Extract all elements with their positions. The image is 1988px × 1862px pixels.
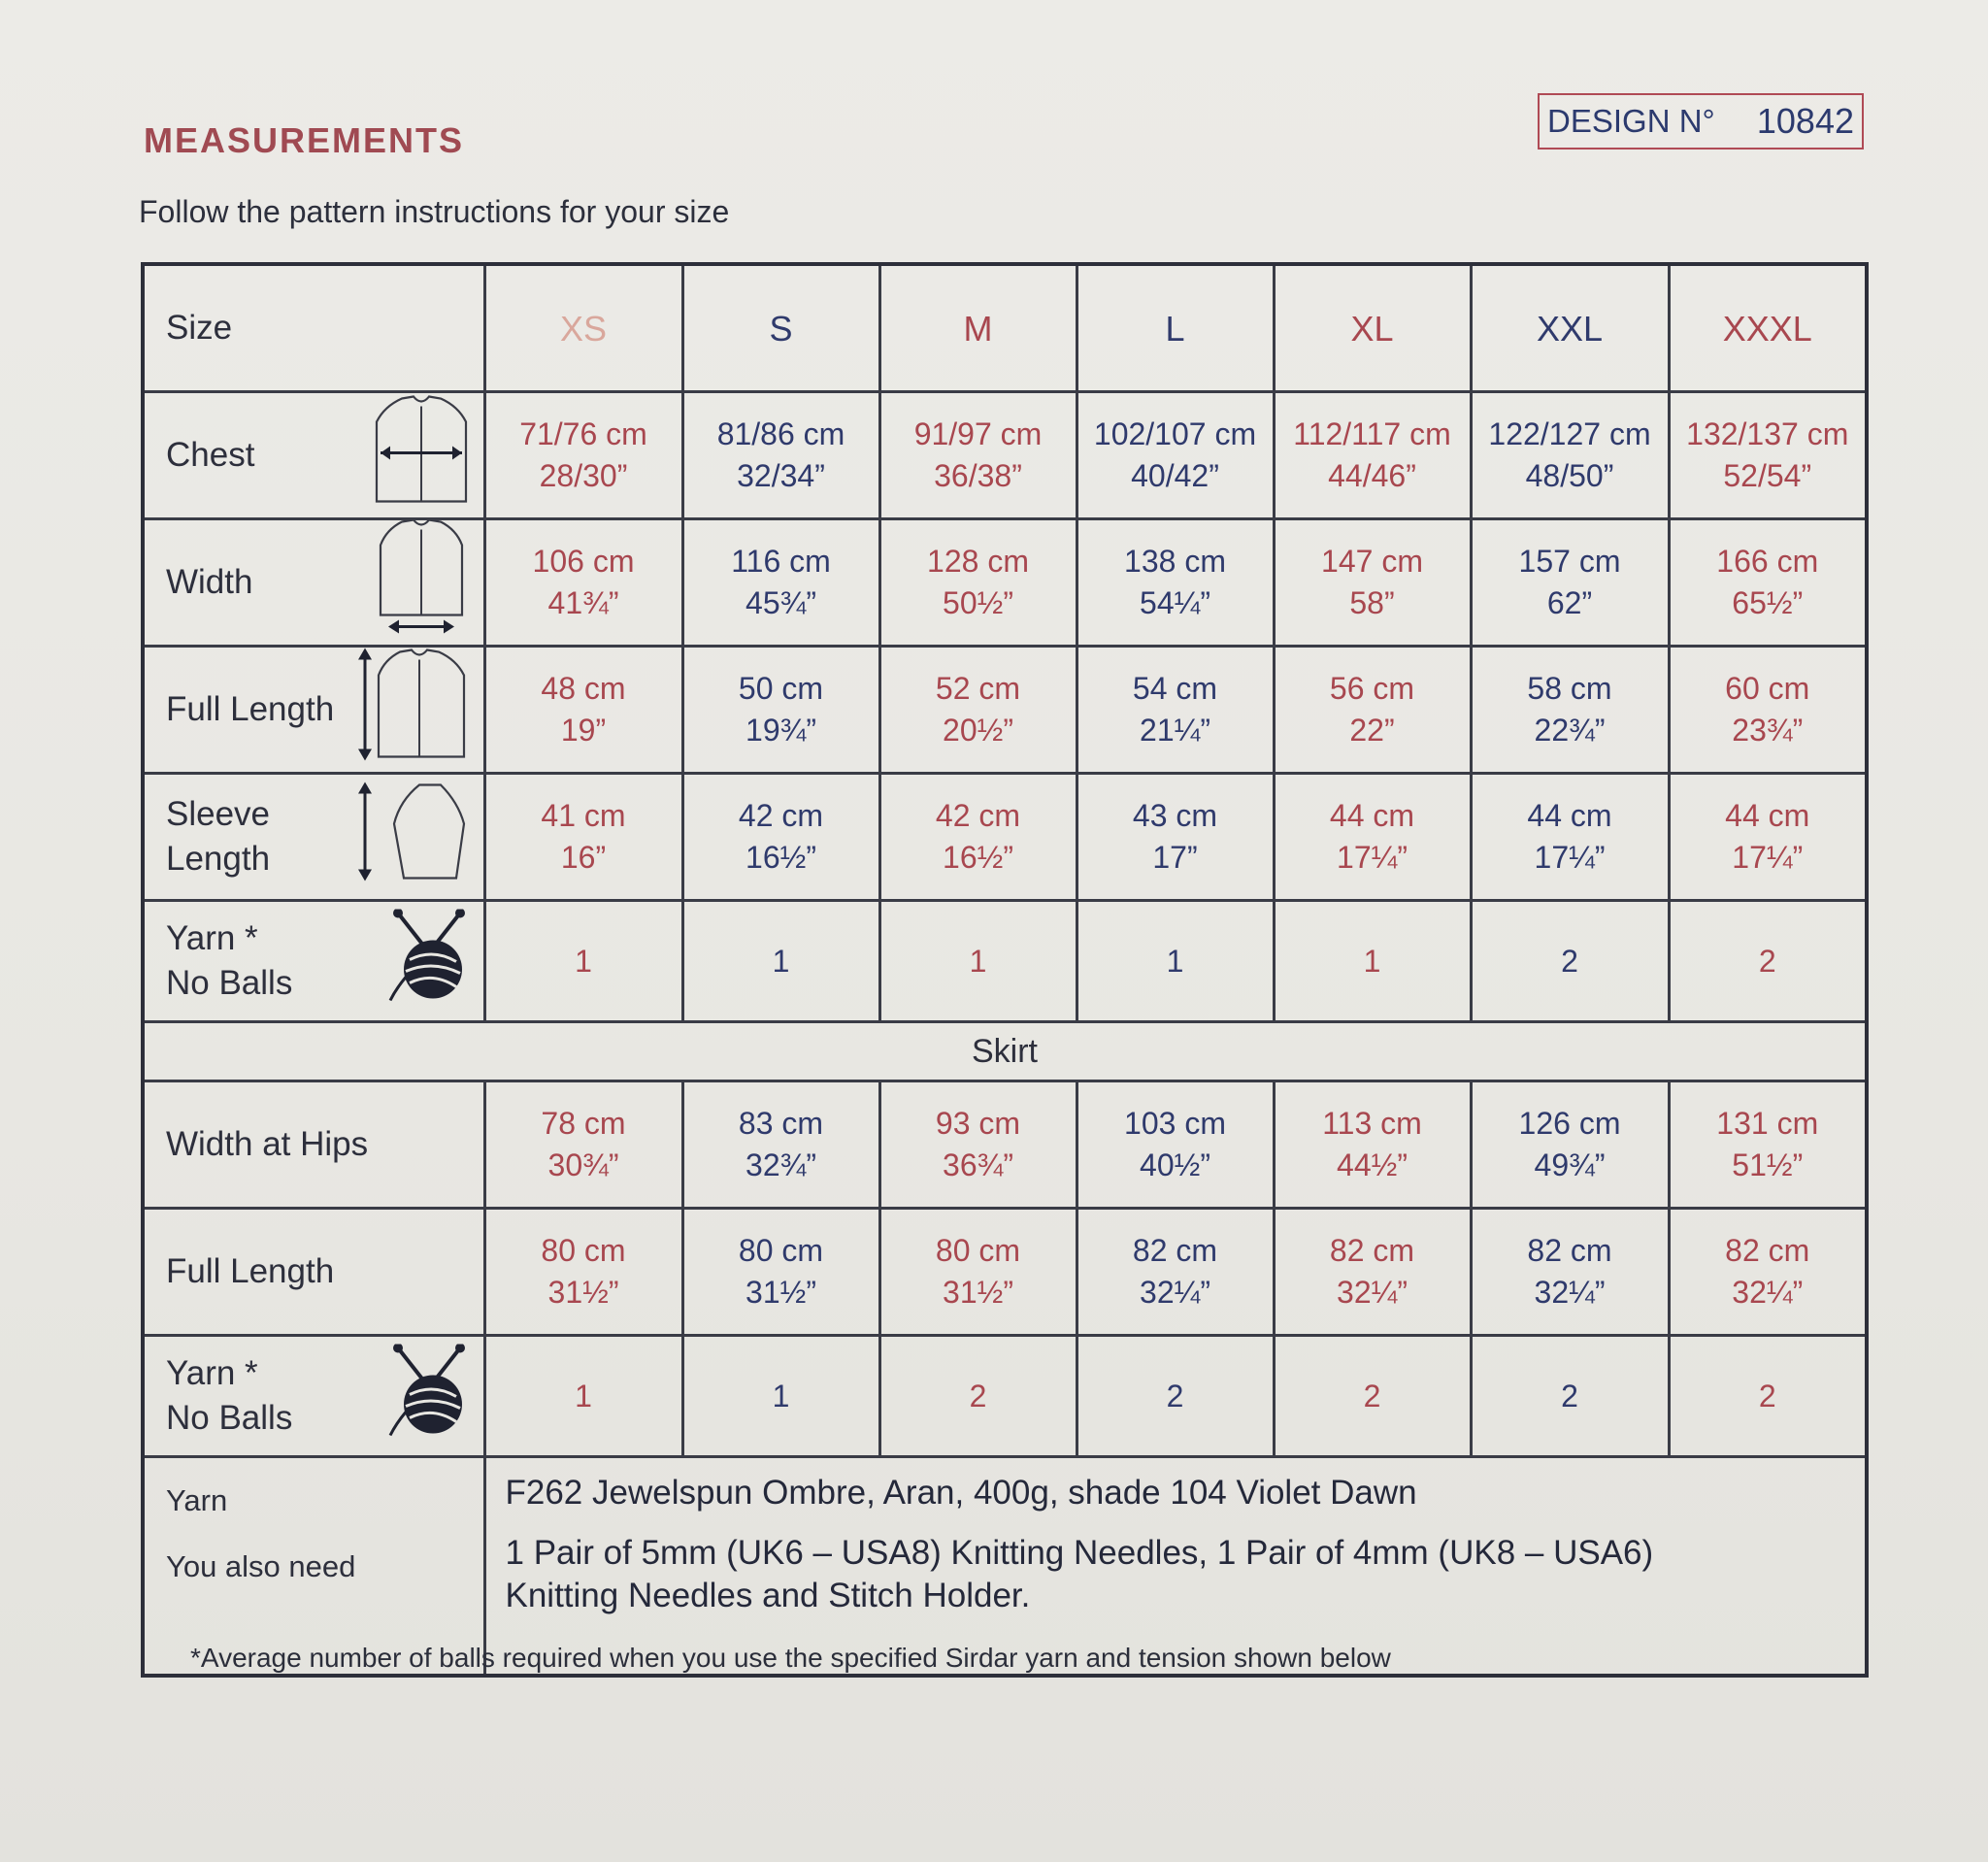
chest-xl	[1274, 392, 1471, 519]
yarn-xs: 1	[484, 901, 682, 1022]
inch-value: 44½”	[1337, 1147, 1408, 1182]
cm-value: 41 cm	[541, 798, 626, 833]
inch-value: 65½”	[1732, 585, 1804, 620]
inch-value: 21¼”	[1140, 713, 1210, 748]
inch-value: 32¾”	[746, 1147, 816, 1182]
hips-xs	[484, 1081, 682, 1209]
cm-value: 131 cm	[1716, 1106, 1819, 1141]
cm-value: 44 cm	[1725, 798, 1810, 833]
cm-value: 48 cm	[541, 671, 626, 706]
cm-value: 43 cm	[1132, 798, 1218, 833]
yarn-label-line-1: Yarn *	[166, 919, 258, 957]
design-label: DESIGN N°	[1547, 103, 1715, 139]
inch-value: 17¼”	[1534, 840, 1606, 875]
cm-value: 122/127 cm	[1488, 416, 1651, 451]
skirt-yarn-s: 1	[682, 1336, 879, 1457]
inch-value: 41¾”	[547, 585, 619, 620]
size-xl: XL	[1274, 264, 1471, 392]
sleeve-label-cell	[143, 774, 484, 901]
skirt-yarn-l: 2	[1077, 1336, 1274, 1457]
yarn-xxxl: 2	[1669, 901, 1867, 1022]
width-at-hips-row	[143, 1081, 1867, 1209]
cm-value: 128 cm	[927, 544, 1029, 579]
yarn-l: 1	[1077, 901, 1274, 1022]
skirt-length-label: Full Length	[166, 1252, 335, 1290]
cm-value: 166 cm	[1716, 544, 1819, 579]
width-m	[879, 519, 1077, 647]
skirt-length-xs	[484, 1209, 682, 1336]
cm-value: 102/107 cm	[1093, 416, 1257, 451]
inch-value: 23¾”	[1732, 713, 1804, 748]
inch-value: 50½”	[943, 585, 1013, 620]
sleeve-label	[166, 792, 270, 881]
width-xs	[484, 519, 682, 647]
full-length-row	[143, 647, 1867, 774]
cm-value: 50 cm	[738, 671, 824, 706]
chest-s	[682, 392, 879, 519]
hips-l	[1077, 1081, 1274, 1209]
hips-m	[879, 1081, 1077, 1209]
length-xxl	[1471, 647, 1669, 774]
length-m	[879, 647, 1077, 774]
cm-value: 42 cm	[935, 798, 1021, 833]
skirt-yarn-label-cell	[143, 1336, 484, 1457]
chest-m	[879, 392, 1077, 519]
inch-value: 62”	[1546, 585, 1593, 620]
cm-value: 83 cm	[738, 1106, 824, 1141]
inch-value: 22”	[1349, 713, 1395, 748]
cm-value: 44 cm	[1527, 798, 1612, 833]
cm-value: 71/76 cm	[519, 416, 647, 451]
chest-garment-icon	[373, 393, 470, 518]
inch-value: 58”	[1349, 585, 1395, 620]
length-xl	[1274, 647, 1471, 774]
chest-l	[1077, 392, 1274, 519]
skirt-yarn-xxl: 2	[1471, 1336, 1669, 1457]
cm-value: 54 cm	[1132, 671, 1218, 706]
inch-value: 54¼”	[1140, 585, 1210, 620]
hips-xxl	[1471, 1081, 1669, 1209]
skirt-yarn-xl: 2	[1274, 1336, 1471, 1457]
inch-value: 17¼”	[1337, 840, 1408, 875]
size-s: S	[682, 264, 879, 392]
skirt-length-xl	[1274, 1209, 1471, 1336]
hips-xl	[1274, 1081, 1471, 1209]
inch-value: 30¾”	[547, 1147, 619, 1182]
inch-value: 16½”	[746, 840, 816, 875]
size-m: M	[879, 264, 1077, 392]
footnote: *Average number of balls required when you use the specified Sirdar yarn and tension shown below	[190, 1643, 1391, 1673]
yarn-xxl: 2	[1471, 901, 1669, 1022]
sleeve-xs	[484, 774, 682, 901]
skirt-yarn-label-line-1: Yarn *	[166, 1354, 258, 1392]
page-title: MEASUREMENTS	[144, 120, 465, 160]
sleeve-length-row	[143, 774, 1867, 901]
size-xxxl: XXXL	[1669, 264, 1867, 392]
width-s	[682, 519, 879, 647]
inch-value: 22¾”	[1534, 713, 1606, 748]
size-header-row	[143, 264, 1867, 392]
inch-value: 32¼”	[1732, 1275, 1804, 1310]
yarn-label-line-2: No Balls	[166, 964, 293, 1002]
inch-value: 48/50”	[1525, 458, 1614, 493]
inch-value: 45¾”	[746, 585, 816, 620]
hips-s	[682, 1081, 879, 1209]
skirt-yarn-label-line-2: No Balls	[166, 1399, 293, 1437]
sleeve-label-line-2: Length	[166, 840, 271, 878]
yarn-ball-icon	[388, 1345, 470, 1448]
cm-value: 82 cm	[1132, 1233, 1218, 1268]
sleeve-label-line-1: Sleeve	[166, 795, 271, 833]
cm-value: 138 cm	[1124, 544, 1226, 579]
skirt-divider-row	[143, 1022, 1867, 1081]
size-label: Size	[166, 309, 233, 347]
length-xxxl	[1669, 647, 1867, 774]
cm-value: 42 cm	[738, 798, 824, 833]
sleeve-m	[879, 774, 1077, 901]
width-xxxl	[1669, 519, 1867, 647]
yarn-m: 1	[879, 901, 1077, 1022]
size-xs: XS	[484, 264, 682, 392]
skirt-length-l	[1077, 1209, 1274, 1336]
inch-value: 44/46”	[1328, 458, 1416, 493]
size-l: L	[1077, 264, 1274, 392]
width-row	[143, 519, 1867, 647]
design-number-box	[1538, 93, 1864, 150]
cm-value: 80 cm	[935, 1233, 1021, 1268]
cm-value: 82 cm	[1329, 1233, 1415, 1268]
width-l	[1077, 519, 1274, 647]
skirt-length-xxxl	[1669, 1209, 1867, 1336]
inch-value: 16½”	[943, 840, 1013, 875]
yarn-ball-icon	[388, 910, 470, 1014]
inch-value: 51½”	[1732, 1147, 1804, 1182]
inch-value: 32¼”	[1337, 1275, 1408, 1310]
inch-value: 17¼”	[1732, 840, 1804, 875]
cm-value: 126 cm	[1518, 1106, 1621, 1141]
inch-value: 28/30”	[539, 458, 628, 493]
yarn-label-cell	[143, 901, 484, 1022]
length-xs	[484, 647, 682, 774]
yarn-spec-text: F262 Jewelspun Ombre, Aran, 400g, shade 104 Violet Dawn	[505, 1474, 1417, 1512]
needles-text-1: 1 Pair of 5mm (UK6 – USA8) Knitting Needles, 1 Pair of 4mm (UK8 – USA6)	[505, 1534, 1654, 1572]
full-length-label-cell	[143, 647, 484, 774]
inch-value: 36/38”	[934, 458, 1022, 493]
chest-xxl	[1471, 392, 1669, 519]
length-garment-icon	[357, 647, 470, 774]
cm-value: 103 cm	[1124, 1106, 1226, 1141]
cm-value: 58 cm	[1527, 671, 1612, 706]
cm-value: 52 cm	[935, 671, 1021, 706]
cm-value: 112/117 cm	[1293, 416, 1451, 451]
skirt-length-m	[879, 1209, 1077, 1336]
skirt-length-label-cell	[143, 1209, 484, 1336]
inch-value: 52/54”	[1723, 458, 1812, 493]
skirt-length-xxl	[1471, 1209, 1669, 1336]
cm-value: 80 cm	[738, 1233, 824, 1268]
yarn-label	[166, 916, 292, 1006]
inch-value: 32¼”	[1140, 1275, 1210, 1310]
cm-value: 56 cm	[1329, 671, 1415, 706]
cm-value: 147 cm	[1321, 544, 1423, 579]
yarn-balls-row	[143, 901, 1867, 1022]
width-garment-icon	[373, 518, 470, 648]
cm-value: 44 cm	[1329, 798, 1415, 833]
inch-value: 31½”	[547, 1275, 619, 1310]
yarn-s: 1	[682, 901, 879, 1022]
cm-value: 82 cm	[1527, 1233, 1612, 1268]
skirt-length-s	[682, 1209, 879, 1336]
hips-label: Width at Hips	[166, 1125, 369, 1163]
cm-value: 132/137 cm	[1686, 416, 1849, 451]
cm-value: 93 cm	[935, 1106, 1021, 1141]
size-xxl: XXL	[1471, 264, 1669, 392]
design-number: 10842	[1756, 101, 1854, 141]
inch-value: 19¾”	[746, 713, 816, 748]
skirt-yarn-balls-row	[143, 1336, 1867, 1457]
inch-value: 40½”	[1140, 1147, 1210, 1182]
yarn-xl: 1	[1274, 901, 1471, 1022]
yarn-materials-label: Yarn	[166, 1483, 228, 1517]
sleeve-xl	[1274, 774, 1471, 901]
inch-value: 32/34”	[737, 458, 825, 493]
full-length-label: Full Length	[166, 690, 335, 728]
inch-value: 49¾”	[1534, 1147, 1606, 1182]
skirt-yarn-m: 2	[879, 1336, 1077, 1457]
inch-value: 31½”	[746, 1275, 816, 1310]
chest-xxxl	[1669, 392, 1867, 519]
cm-value: 157 cm	[1518, 544, 1621, 579]
sleeve-icon	[355, 781, 470, 893]
page-subtitle: Follow the pattern instructions for your size	[139, 194, 730, 229]
measurements-table	[141, 262, 1869, 1678]
chest-label: Chest	[166, 436, 255, 474]
sleeve-l	[1077, 774, 1274, 901]
width-xxl	[1471, 519, 1669, 647]
also-need-label: You also need	[166, 1549, 356, 1583]
inch-value: 19”	[560, 713, 607, 748]
length-s	[682, 647, 879, 774]
width-label-cell	[143, 519, 484, 647]
sleeve-s	[682, 774, 879, 901]
inch-value: 32¼”	[1534, 1275, 1606, 1310]
chest-label-cell	[143, 392, 484, 519]
cm-value: 80 cm	[541, 1233, 626, 1268]
width-xl	[1274, 519, 1471, 647]
needles-text-2: Knitting Needles and Stitch Holder.	[505, 1577, 1031, 1614]
sleeve-xxl	[1471, 774, 1669, 901]
skirt-full-length-row	[143, 1209, 1867, 1336]
chest-xs	[484, 392, 682, 519]
cm-value: 60 cm	[1725, 671, 1810, 706]
skirt-yarn-xs: 1	[484, 1336, 682, 1457]
cm-value: 91/97 cm	[913, 416, 1043, 451]
length-l	[1077, 647, 1274, 774]
skirt-heading: Skirt	[143, 1022, 1867, 1081]
hips-xxxl	[1669, 1081, 1867, 1209]
chest-row	[143, 392, 1867, 519]
skirt-yarn-xxxl: 2	[1669, 1336, 1867, 1457]
inch-value: 20½”	[943, 713, 1013, 748]
cm-value: 82 cm	[1725, 1233, 1810, 1268]
inch-value: 40/42”	[1131, 458, 1219, 493]
cm-value: 113 cm	[1322, 1106, 1422, 1141]
inch-value: 16”	[560, 840, 607, 875]
cm-value: 116 cm	[731, 544, 831, 579]
hips-label-cell	[143, 1081, 484, 1209]
inch-value: 31½”	[943, 1275, 1013, 1310]
inch-value: 17”	[1152, 840, 1198, 875]
cm-value: 81/86 cm	[716, 416, 845, 451]
sleeve-xxxl	[1669, 774, 1867, 901]
width-label: Width	[166, 563, 253, 601]
size-label-cell	[143, 264, 484, 392]
skirt-yarn-label	[166, 1351, 292, 1441]
cm-value: 78 cm	[541, 1106, 626, 1141]
cm-value: 106 cm	[532, 544, 635, 579]
inch-value: 36¾”	[943, 1147, 1013, 1182]
